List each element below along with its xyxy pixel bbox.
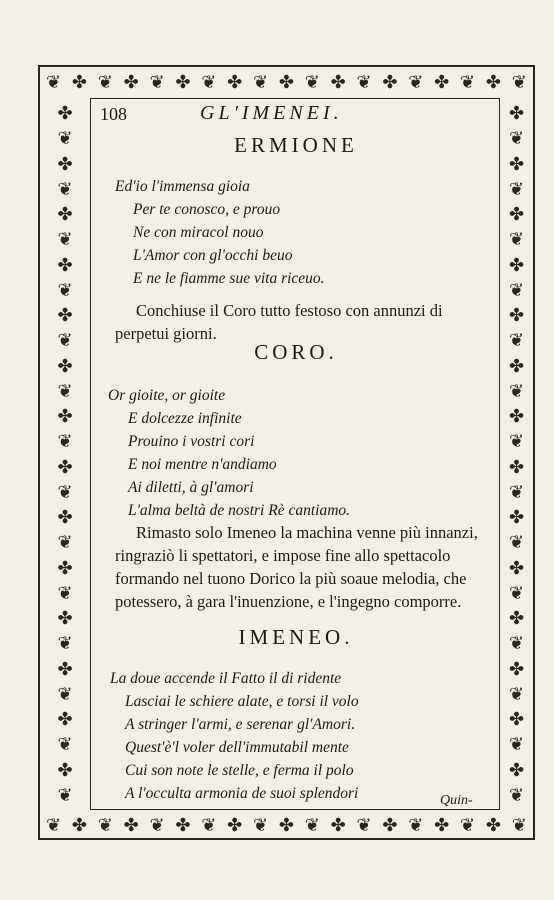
verse-line: E dolcezze infinite xyxy=(128,410,242,427)
verse-line: Ed'io l'immensa gioia xyxy=(115,178,250,195)
catchword: Quin- xyxy=(440,793,473,808)
top-ornament-band: ❦ ✤ ❦ ✤ ❦ ✤ ❦ ✤ ❦ ✤ ❦ ✤ ❦ ✤ ❦ ✤ ❦ ✤ ❦ xyxy=(46,72,527,92)
verse-line: Ai diletti, à gl'amori xyxy=(128,479,254,496)
verse-line: Lasciai le schiere alate, e torsi il volo xyxy=(125,693,359,710)
running-title: GL'IMENEI. xyxy=(200,102,343,124)
verse-line: E ne le fiamme sue vita riceuo. xyxy=(133,270,325,287)
speaker-heading-ermione: ERMIONE xyxy=(234,133,358,157)
verse-line: Or gioite, or gioite xyxy=(108,387,226,404)
prose-paragraph: Conchiuse il Coro tutto festoso con annunzi di perpetui giorni. xyxy=(115,301,443,343)
verse-line: La doue accende il Fatto il di ridente xyxy=(110,670,342,687)
page-number: 108 xyxy=(100,104,127,124)
left-ornament-band: ✤ ❦ ✤ ❦ ✤ ❦ ✤ ❦ ✤ ❦ ✤ ❦ ✤ ❦ ✤ ❦ ✤ ❦ ✤ ❦ ✤ ❦ ✤ ❦ ✤ ❦ ✤ ❦ xyxy=(57,103,73,805)
verse-line: Ne con miracol nouo xyxy=(133,224,264,241)
verse-block-imeneo xyxy=(110,667,359,805)
bottom-ornament-band: ❦ ✤ ❦ ✤ ❦ ✤ ❦ ✤ ❦ ✤ ❦ ✤ ❦ ✤ ❦ ✤ ❦ ✤ ❦ xyxy=(46,815,527,835)
verse-line: E noi mentre n'andiamo xyxy=(128,456,277,473)
prose-paragraph: Rimasto solo Imeneo la machina venne più innanzi, ringraziò li spettatori, e impose fine allo spettacolo formando nel tuono Dorico la più soaue melodia, che potessero, à gara l'inuenzione, e l'ingegno comporre. xyxy=(115,523,478,611)
speaker-heading-coro: CORO. xyxy=(254,340,338,364)
verse-line: Cui son note le stelle, e ferma il polo xyxy=(125,762,354,779)
verse-line: Prouino i vostri cori xyxy=(128,433,255,450)
speaker-heading-imeneo: IMENEO. xyxy=(238,625,354,649)
verse-line: Quest'è'l voler dell'immutabil mente xyxy=(125,739,349,756)
verse-block-ermione xyxy=(115,175,325,290)
verse-line: Per te conosco, e prouo xyxy=(133,201,281,218)
verse-line: A stringer l'armi, e serenar gl'Amori. xyxy=(125,716,356,733)
right-ornament-band: ✤ ❦ ✤ ❦ ✤ ❦ ✤ ❦ ✤ ❦ ✤ ❦ ✤ ❦ ✤ ❦ ✤ ❦ ✤ ❦ ✤ ❦ ✤ ❦ ✤ ❦ ✤ ❦ xyxy=(508,103,525,805)
verse-line: A l'occulta armonia de suoi splendori xyxy=(125,785,359,802)
verse-line: L'Amor con gl'occhi beuo xyxy=(133,247,293,264)
verse-line: L'alma beltà de nostri Rè cantiamo. xyxy=(128,502,351,519)
verse-block-coro xyxy=(108,384,350,522)
